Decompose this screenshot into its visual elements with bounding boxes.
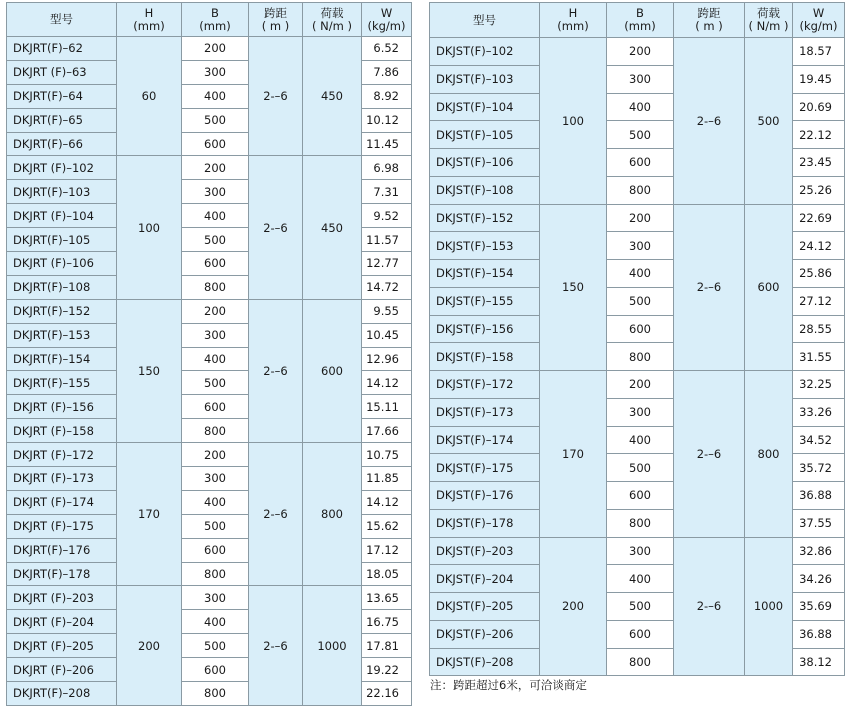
span-cell: 2-–6	[249, 586, 303, 705]
b-cell: 400	[607, 426, 674, 454]
w-cell: 8.92	[362, 84, 412, 108]
model-cell: DKJST(F)–108	[430, 176, 540, 204]
model-cell: DKJST(F)–175	[430, 454, 540, 482]
w-cell: 35.72	[793, 454, 845, 482]
load-cell: 1000	[745, 537, 793, 676]
b-cell: 800	[607, 648, 674, 676]
w-cell: 20.69	[793, 93, 845, 121]
h-cell: 100	[540, 38, 607, 205]
b-cell: 800	[607, 509, 674, 537]
b-cell: 600	[607, 315, 674, 343]
w-cell: 22.16	[362, 682, 412, 706]
model-cell: DKJST(F)–178	[430, 509, 540, 537]
header-span: 跨距 ( m )	[249, 3, 303, 37]
b-cell: 500	[182, 228, 249, 252]
table-row	[430, 371, 845, 399]
w-cell: 19.22	[362, 658, 412, 682]
load-cell: 500	[745, 38, 793, 205]
span-cell: 2-–6	[674, 38, 745, 205]
b-cell: 400	[182, 610, 249, 634]
b-cell: 600	[182, 395, 249, 419]
model-cell: DKJRT (F)–205	[7, 634, 117, 658]
b-cell: 800	[182, 562, 249, 586]
model-cell: DKJRT (F)–204	[7, 610, 117, 634]
b-cell: 300	[182, 323, 249, 347]
model-cell: DKJRT (F)–174	[7, 490, 117, 514]
h-cell: 200	[540, 537, 607, 676]
b-cell: 800	[182, 275, 249, 299]
load-cell: 1000	[303, 586, 362, 705]
b-cell: 600	[182, 538, 249, 562]
model-cell: DKJST(F)–208	[430, 648, 540, 676]
w-cell: 10.45	[362, 323, 412, 347]
b-cell: 800	[607, 343, 674, 371]
b-cell: 200	[182, 37, 249, 61]
span-cell: 2-–6	[249, 156, 303, 299]
span-cell: 2-–6	[249, 37, 303, 156]
h-cell: 150	[117, 299, 182, 442]
model-cell: DKJST(F)–204	[430, 565, 540, 593]
header-model: 型号	[7, 3, 117, 37]
model-cell: DKJST(F)–154	[430, 260, 540, 288]
b-cell: 400	[182, 84, 249, 108]
w-cell: 34.52	[793, 426, 845, 454]
b-cell: 500	[607, 454, 674, 482]
header-b: B (mm)	[182, 3, 249, 37]
w-cell: 6.98	[362, 156, 412, 180]
w-cell: 32.25	[793, 371, 845, 399]
w-cell: 38.12	[793, 648, 845, 676]
model-cell: DKJST(F)–105	[430, 121, 540, 149]
w-cell: 32.86	[793, 537, 845, 565]
load-cell: 450	[303, 37, 362, 156]
load-cell: 450	[303, 156, 362, 299]
span-cell: 2-–6	[249, 299, 303, 442]
model-cell: DKJRT(F)–64	[7, 84, 117, 108]
model-cell: DKJRT(F)–208	[7, 682, 117, 706]
right-spec-table	[429, 2, 845, 676]
model-cell: DKJST(F)–158	[430, 343, 540, 371]
w-cell: 10.75	[362, 443, 412, 467]
b-cell: 800	[182, 419, 249, 443]
w-cell: 15.11	[362, 395, 412, 419]
w-cell: 25.86	[793, 260, 845, 288]
header-h: H (mm)	[540, 3, 607, 38]
b-cell: 400	[607, 93, 674, 121]
w-cell: 14.12	[362, 490, 412, 514]
table-header-row	[430, 3, 845, 38]
table-header-row	[7, 3, 412, 37]
w-cell: 35.69	[793, 593, 845, 621]
model-cell: DKJRT (F)–203	[7, 586, 117, 610]
table-row	[7, 299, 412, 323]
left-spec-table	[6, 2, 412, 706]
w-cell: 34.26	[793, 565, 845, 593]
b-cell: 400	[182, 490, 249, 514]
b-cell: 200	[607, 38, 674, 66]
table-row	[7, 37, 412, 61]
model-cell: DKJST(F)–205	[430, 593, 540, 621]
model-cell: DKJRT(F)–153	[7, 323, 117, 347]
model-cell: DKJRT(F)–178	[7, 562, 117, 586]
model-cell: DKJRT(F)–105	[7, 228, 117, 252]
b-cell: 500	[182, 634, 249, 658]
b-cell: 600	[607, 149, 674, 177]
b-cell: 500	[607, 593, 674, 621]
model-cell: DKJST(F)–104	[430, 93, 540, 121]
header-w: W (kg/m)	[793, 3, 845, 38]
table-row	[7, 586, 412, 610]
h-cell: 100	[117, 156, 182, 299]
h-cell: 170	[540, 371, 607, 538]
model-cell: DKJRT(F)–154	[7, 347, 117, 371]
load-cell: 800	[303, 443, 362, 586]
b-cell: 400	[607, 565, 674, 593]
b-cell: 200	[607, 204, 674, 232]
model-cell: DKJST(F)–176	[430, 482, 540, 510]
w-cell: 18.05	[362, 562, 412, 586]
w-cell: 7.31	[362, 180, 412, 204]
b-cell: 600	[182, 252, 249, 276]
model-cell: DKJST(F)–153	[430, 232, 540, 260]
model-cell: DKJRT (F)–173	[7, 467, 117, 491]
b-cell: 300	[607, 65, 674, 93]
span-cell: 2-–6	[674, 537, 745, 676]
model-cell: DKJRT (F)–206	[7, 658, 117, 682]
b-cell: 600	[182, 132, 249, 156]
b-cell: 600	[607, 482, 674, 510]
model-cell: DKJRT (F)–156	[7, 395, 117, 419]
b-cell: 300	[607, 232, 674, 260]
w-cell: 19.45	[793, 65, 845, 93]
model-cell: DKJRT (F)–102	[7, 156, 117, 180]
w-cell: 9.52	[362, 204, 412, 228]
b-cell: 300	[607, 398, 674, 426]
w-cell: 28.55	[793, 315, 845, 343]
header-w: W (kg/m)	[362, 3, 412, 37]
w-cell: 9.55	[362, 299, 412, 323]
w-cell: 7.86	[362, 60, 412, 84]
model-cell: DKJST(F)–173	[430, 398, 540, 426]
model-cell: DKJRT (F)–63	[7, 60, 117, 84]
b-cell: 600	[182, 658, 249, 682]
load-cell: 800	[745, 371, 793, 538]
model-cell: DKJRT(F)–62	[7, 37, 117, 61]
b-cell: 300	[182, 586, 249, 610]
table-row	[430, 537, 845, 565]
w-cell: 18.57	[793, 38, 845, 66]
b-cell: 300	[182, 180, 249, 204]
b-cell: 400	[182, 347, 249, 371]
w-cell: 12.77	[362, 252, 412, 276]
h-cell: 150	[540, 204, 607, 371]
b-cell: 400	[182, 204, 249, 228]
span-cell: 2-–6	[674, 204, 745, 371]
b-cell: 200	[607, 371, 674, 399]
w-cell: 25.26	[793, 176, 845, 204]
table-row	[7, 156, 412, 180]
header-load: 荷载 ( N/m )	[303, 3, 362, 37]
model-cell: DKJRT(F)–108	[7, 275, 117, 299]
model-cell: DKJRT(F)–155	[7, 371, 117, 395]
model-cell: DKJST(F)–203	[430, 537, 540, 565]
b-cell: 200	[182, 443, 249, 467]
w-cell: 11.85	[362, 467, 412, 491]
model-cell: DKJRT (F)–158	[7, 419, 117, 443]
w-cell: 13.65	[362, 586, 412, 610]
h-cell: 170	[117, 443, 182, 586]
w-cell: 17.12	[362, 538, 412, 562]
model-cell: DKJRT(F)–176	[7, 538, 117, 562]
w-cell: 31.55	[793, 343, 845, 371]
span-cell: 2-–6	[249, 443, 303, 586]
b-cell: 500	[182, 514, 249, 538]
b-cell: 500	[182, 108, 249, 132]
model-cell: DKJST(F)–156	[430, 315, 540, 343]
w-cell: 22.69	[793, 204, 845, 232]
model-cell: DKJRT (F)–104	[7, 204, 117, 228]
b-cell: 200	[182, 299, 249, 323]
b-cell: 600	[607, 620, 674, 648]
h-cell: 200	[117, 586, 182, 705]
w-cell: 33.26	[793, 398, 845, 426]
header-load: 荷载 ( N/m )	[745, 3, 793, 38]
table-row	[7, 443, 412, 467]
w-cell: 23.45	[793, 149, 845, 177]
model-cell: DKJST(F)–152	[430, 204, 540, 232]
b-cell: 500	[607, 287, 674, 315]
w-cell: 11.57	[362, 228, 412, 252]
model-cell: DKJST(F)–155	[430, 287, 540, 315]
model-cell: DKJST(F)–206	[430, 620, 540, 648]
load-cell: 600	[303, 299, 362, 442]
w-cell: 12.96	[362, 347, 412, 371]
w-cell: 27.12	[793, 287, 845, 315]
model-cell: DKJRT (F)–172	[7, 443, 117, 467]
b-cell: 800	[607, 176, 674, 204]
model-cell: DKJRT(F)–66	[7, 132, 117, 156]
header-h: H (mm)	[117, 3, 182, 37]
header-b: B (mm)	[607, 3, 674, 38]
model-cell: DKJRT(F)–152	[7, 299, 117, 323]
model-cell: DKJST(F)–106	[430, 149, 540, 177]
w-cell: 6.52	[362, 37, 412, 61]
header-span: 跨距 ( m )	[674, 3, 745, 38]
b-cell: 500	[182, 371, 249, 395]
h-cell: 60	[117, 37, 182, 156]
model-cell: DKJST(F)–172	[430, 371, 540, 399]
w-cell: 36.88	[793, 620, 845, 648]
w-cell: 36.88	[793, 482, 845, 510]
header-model: 型号	[430, 3, 540, 38]
model-cell: DKJRT(F)–103	[7, 180, 117, 204]
w-cell: 11.45	[362, 132, 412, 156]
w-cell: 24.12	[793, 232, 845, 260]
b-cell: 200	[182, 156, 249, 180]
table-row	[430, 204, 845, 232]
model-cell: DKJRT(F)–65	[7, 108, 117, 132]
w-cell: 37.55	[793, 509, 845, 537]
w-cell: 17.81	[362, 634, 412, 658]
model-cell: DKJST(F)–102	[430, 38, 540, 66]
footnote: 注：跨距超过6米，可洽谈商定	[430, 678, 587, 692]
b-cell: 300	[182, 467, 249, 491]
b-cell: 800	[182, 682, 249, 706]
w-cell: 14.12	[362, 371, 412, 395]
b-cell: 400	[607, 260, 674, 288]
table-row	[430, 38, 845, 66]
b-cell: 500	[607, 121, 674, 149]
span-cell: 2-–6	[674, 371, 745, 538]
w-cell: 14.72	[362, 275, 412, 299]
w-cell: 10.12	[362, 108, 412, 132]
model-cell: DKJST(F)–103	[430, 65, 540, 93]
w-cell: 17.66	[362, 419, 412, 443]
w-cell: 22.12	[793, 121, 845, 149]
b-cell: 300	[607, 537, 674, 565]
w-cell: 16.75	[362, 610, 412, 634]
model-cell: DKJRT (F)–175	[7, 514, 117, 538]
load-cell: 600	[745, 204, 793, 371]
model-cell: DKJRT (F)–106	[7, 252, 117, 276]
b-cell: 300	[182, 60, 249, 84]
model-cell: DKJST(F)–174	[430, 426, 540, 454]
w-cell: 15.62	[362, 514, 412, 538]
